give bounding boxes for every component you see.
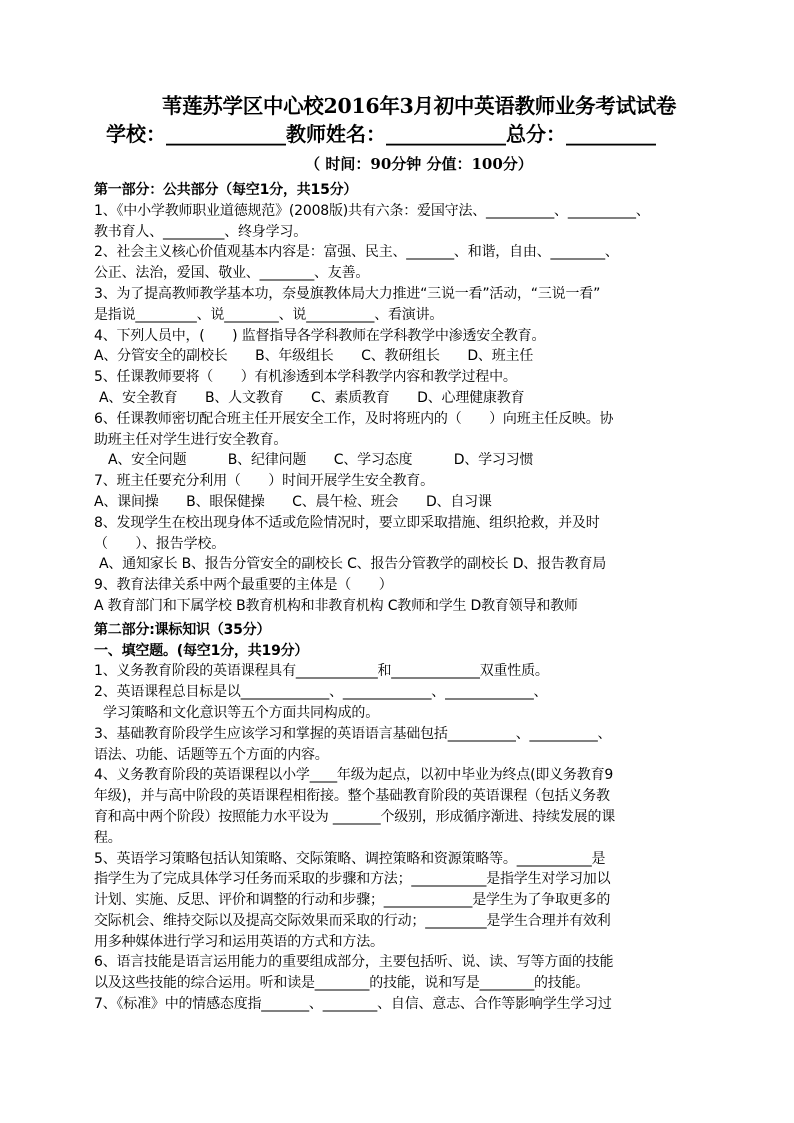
- question-line: 指学生为了完成具体学习任务而采取的步骤和方法；___________是指学生对学习加以: [94, 871, 611, 888]
- option-line: A 教育部门和下属学校 B教育机构和非教育机构 C教师和学生 D教育领导和教师: [94, 597, 578, 614]
- question-line: 是指说_________、说________、说__________、看演讲。: [94, 306, 444, 323]
- option-line: A、安全问题 B、纪律问题 C、学习态度 D、学习习惯: [108, 452, 534, 469]
- time-score-line: （ 时间：90分钟 分值：100分）: [305, 155, 533, 173]
- question-line: 7、班主任要充分利用（ ）时间开展学生安全教育。: [94, 473, 434, 490]
- exam-title: 苇莲苏学区中心校2016年3月初中英语教师业务考试试卷: [161, 94, 677, 118]
- question-line: 2、英语课程总目标是以_____________、_____________、_____________、: [94, 684, 548, 701]
- question-line: 教书育人、_________、终身学习。: [94, 223, 307, 240]
- question-line: 5、英语学习策略包括认知策略、交际策略、调控策略和资源策略等。___________是: [94, 850, 606, 867]
- option-line: A、分管安全的副校长 B、年级组长 C、教研组长 D、班主任: [94, 348, 534, 365]
- question-line: 以及这些技能的综合运用。听和读是________的技能，说和写是________的技能。: [94, 975, 590, 992]
- part2-subheading: 一、填空题。(每空1分，共19分）: [94, 642, 309, 659]
- question-line: 语法、功能、话题等五个方面的内容。: [94, 746, 329, 763]
- question-line: 3、基础教育阶段学生应该学习和掌握的英语语言基础包括__________、__________、: [94, 725, 612, 742]
- exam-page: [94, 92, 744, 1015]
- question-line: 6、任课教师密切配合班主任开展安全工作，及时将班内的（ ）向班主任反映。协: [94, 410, 614, 427]
- question-line: 3、为了提高教师教学基本功，奈曼旗教体局大力推进“三说一看”活动，“三说一看”: [94, 285, 601, 302]
- question-line: 年级)，并与高中阶段的英语课程相衔接。整个基础教育阶段的英语课程（包括义务教: [94, 788, 610, 805]
- question-line: 计划、实施、反思、评价和调整的行动和步骤；_____________是学生为了争取更多的: [94, 892, 611, 909]
- question-line: 交际机会、维持交际以及提高交际效果而采取的行动；_________是学生合理并有效利: [94, 912, 611, 929]
- exam-subtitle-fields: 学校：____________教师姓名：____________总分：_________: [106, 122, 656, 146]
- option-line: A、课间操 B、眼保健操 C、晨午检、班会 D、自习课: [94, 493, 492, 510]
- question-line: 8、发现学生在校出现身体不适或危险情况时，要立即采取措施、组织抢救，并及时: [94, 514, 600, 531]
- part1-heading: 第一部分：公共部分（每空1分，共15分）: [94, 182, 358, 198]
- question-line: 程。: [94, 829, 122, 846]
- question-line: 用多种媒体进行学习和运用英语的方式和方法。: [94, 933, 384, 950]
- question-line: 育和高中两个阶段）按照能力水平设为 _______个级别，形成循序渐进、持续发展的课: [94, 808, 616, 825]
- part2-heading: 第二部分:课标知识（35分）: [94, 621, 271, 638]
- question-line: 4、下列人员中，( ) 监督指导各学科教师在学科教学中渗透安全教育。: [94, 327, 546, 344]
- question-line: 6、语言技能是语言运用能力的重要组成部分，主要包括听、说、读、写等方面的技能: [94, 954, 614, 971]
- option-line: A、通知家长 B、报告分管安全的副校长 C、报告分管教学的副校长 D、报告教育局: [99, 556, 607, 573]
- question-line: 7、《标准》中的情感态度指_______、________、自信、意志、合作等影响学生学习过: [94, 996, 612, 1013]
- question-line: 5、任课教师要将（ ）有机渗透到本学科教学内容和教学过程中。: [94, 369, 517, 386]
- question-line: 4、义务教育阶段的英语课程以小学____年级为起点，以初中毕业为终点(即义务教育9: [94, 767, 614, 784]
- question-line: 公正、法治，爱国、敬业、________、友善。: [94, 265, 370, 282]
- question-line: 9、教育法律关系中两个最重要的主体是（ ）: [94, 577, 393, 594]
- question-line: 1、《中小学教师职业道德规范》(2008版)共有六条：爱国守法、__________、__________、: [94, 202, 650, 219]
- question-line: 助班主任对学生进行安全教育。: [94, 431, 288, 448]
- question-line: （ ）、报告学校。: [94, 535, 225, 552]
- option-line: A、安全教育 B、人文教育 C、素质教育 D、心理健康教育: [99, 389, 525, 406]
- question-line: 2、社会主义核心价值观基本内容是：富强、民主、_______、和谐，自由、________、: [94, 244, 619, 261]
- question-line: 1、义务教育阶段的英语课程具有____________和_____________双重性质。: [94, 663, 549, 680]
- question-line: 学习策略和文化意识等五个方面共同构成的。: [103, 704, 379, 721]
